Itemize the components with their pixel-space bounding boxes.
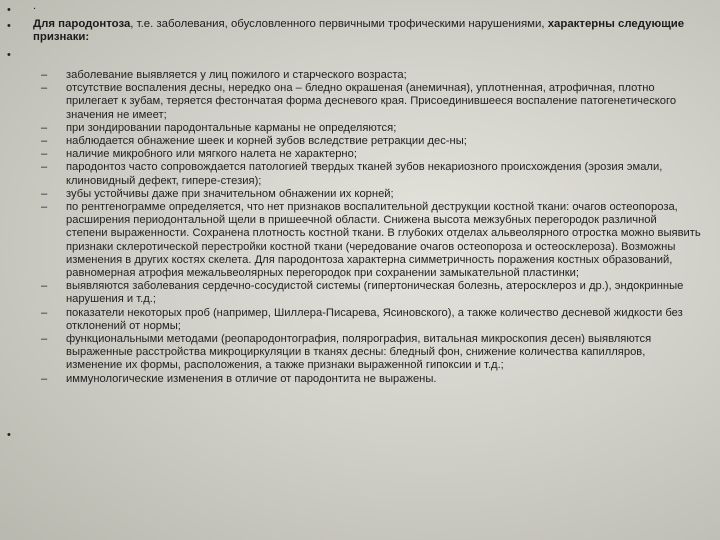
list-item-text: иммунологические изменения в отличие от пародонтита не выражены. bbox=[66, 372, 437, 385]
list-item bbox=[41, 280, 701, 306]
dash-marker: – bbox=[41, 372, 48, 385]
list-item-text: выявляются заболевания сердечно-сосудистой системы (гипертоническая болезнь, атеросклероз и др.), эндокринные нарушения и т.д.; bbox=[66, 280, 684, 306]
list-item bbox=[41, 69, 701, 82]
dash-marker: – bbox=[41, 148, 48, 161]
list-item bbox=[41, 82, 701, 122]
list-item-text: по рентгенограмме определяется, что нет признаков воспалительной деструкции костной ткани: очагов остеопороза, расширения периодонтальной щели в пришеечной области. Снижена высота межзубных перегородок различной степени выраженности. Сохранена плотность костной ткани. В глубоких отделах альвеолярного отростка можно выявить признаки склеротической перестройки костной ткани (чередование очагов остеопороза и остеосклероза). Возможны изменения в других костях скелета. Для пародонтоза характерна симметричность поражения костных образований, равномерная атрофия межальвеолярных перегородок при сохранении замыкательной пластинки; bbox=[66, 201, 701, 280]
heading-normal-mid: , т.е. заболевания, обусловленного первичными трофическими нарушениями, bbox=[130, 18, 548, 30]
list-item-text: заболевание выявляется у лиц пожилого и старческого возраста; bbox=[66, 69, 407, 81]
dash-marker: – bbox=[41, 280, 48, 293]
dash-marker: – bbox=[41, 121, 48, 134]
list-item bbox=[41, 307, 701, 333]
list-item bbox=[41, 135, 701, 148]
list-item bbox=[41, 161, 701, 187]
list-item bbox=[41, 201, 701, 280]
list-item bbox=[41, 122, 701, 135]
dash-marker: – bbox=[41, 201, 48, 214]
list-item-text: функциональными методами (реопародонтография, полярография, витальная микроскопия десен) выявляются выраженные расстройства микроциркуляции в тканях десны: бледный фон, снижение количества капилляров, изменение их формы, расположения, а также признаки выраженной гипоксии и т.д.; bbox=[66, 333, 652, 372]
list-item bbox=[41, 148, 701, 161]
bullet-4: • bbox=[7, 429, 11, 441]
heading-bold-end: характерны следующие признаки: bbox=[33, 18, 685, 43]
list-item-text: показатели некоторых проб (например, Шиллера-Писарева, Ясиновского), а также количество десневой жидкости без отклонений от нормы; bbox=[66, 306, 683, 332]
dash-marker: – bbox=[41, 187, 48, 200]
dash-marker: – bbox=[41, 82, 48, 95]
dash-marker: – bbox=[41, 135, 48, 148]
bullet-2: • bbox=[7, 20, 11, 32]
top-dot: . bbox=[33, 0, 37, 12]
list-item-text: пародонтоз часто сопровождается патологией твердых тканей зубов некариозного происхождения (эрозия эмали, клиновидный дефект, гипере-стезия); bbox=[66, 161, 663, 187]
signs-list bbox=[41, 69, 701, 386]
list-item bbox=[41, 373, 701, 386]
heading bbox=[33, 18, 703, 43]
bullet-1: • bbox=[7, 4, 11, 16]
list-item-text: отсутствие воспаления десны, нередко она – бледно окрашеная (анемичная), уплотненная, атрофичная, плотно прилегает к зубам, теряется фестончатая форма десневого края. Присоединившееся воспаление патогенетического значения не имеет; bbox=[66, 82, 677, 121]
dash-marker: – bbox=[41, 69, 48, 81]
bullet-3: • bbox=[7, 49, 11, 61]
list-item bbox=[41, 188, 701, 201]
list-item-text: зубы устойчивы даже при значительном обнажении их корней; bbox=[66, 187, 394, 200]
list-item-text: наличие микробного или мягкого налета не характерно; bbox=[66, 148, 357, 161]
dash-marker: – bbox=[41, 161, 48, 174]
list-item-text: при зондировании пародонтальные карманы не определяются; bbox=[66, 121, 397, 134]
list-item bbox=[41, 333, 701, 373]
list-item-text: наблюдается обнажение шеек и корней зубов вследствие ретракции дес-ны; bbox=[66, 135, 467, 148]
heading-bold-start: Для пародонтоза bbox=[33, 18, 131, 30]
dash-marker: – bbox=[41, 333, 48, 346]
dash-marker: – bbox=[41, 306, 48, 319]
